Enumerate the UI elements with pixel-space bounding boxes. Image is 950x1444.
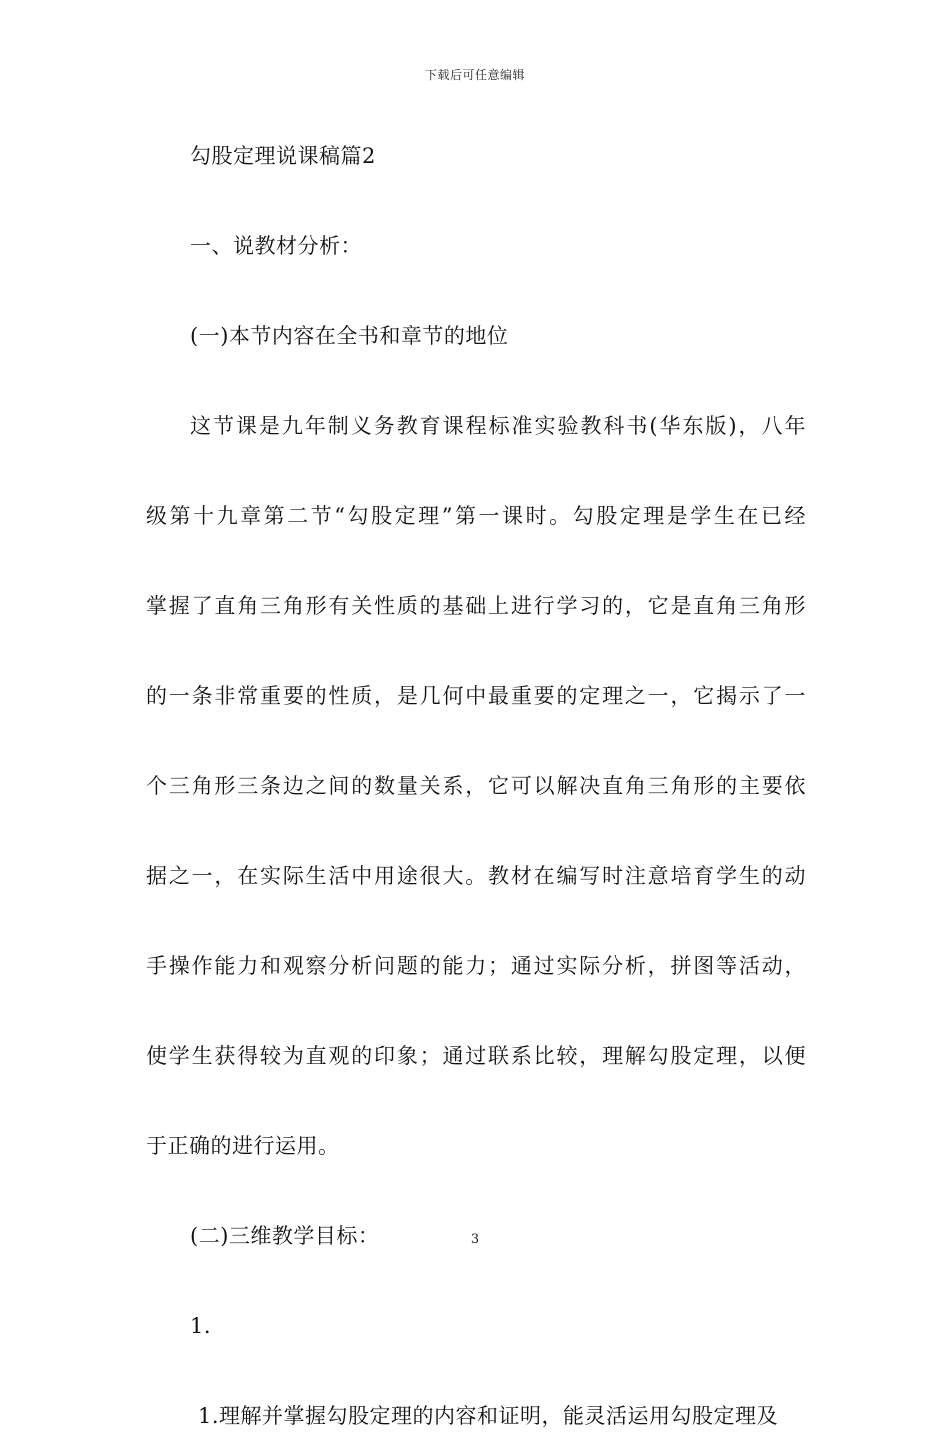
paragraph-line: 于正确的进行运用。: [146, 1134, 340, 1158]
subsection-heading: (二)三维教学目标：: [190, 1224, 380, 1248]
document-title: 勾股定理说课稿篇2: [190, 144, 376, 168]
paragraph-line: 个三角形三条边之间的数量关系，它可以解决直角三角形的主要依: [146, 774, 806, 798]
paragraph-line: 的一条非常重要的性质，是几何中最重要的定理之一，它揭示了一: [146, 684, 806, 708]
paragraph-line: 手操作能力和观察分析问题的能力；通过实际分析，拼图等活动，: [146, 954, 806, 978]
paragraph-line: 掌握了直角三角形有关性质的基础上进行学习的，它是直角三角形: [146, 594, 806, 618]
subsection-heading: (一)本节内容在全书和章节的地位: [190, 324, 509, 348]
list-item-text: 1.理解并掌握勾股定理的内容和证明，能灵活运用勾股定理及: [198, 1404, 779, 1428]
paragraph-line: 这节课是九年制义务教育课程标准实验教科书(华东版)，八年: [190, 414, 806, 438]
section-heading: 一、说教材分析：: [190, 234, 362, 258]
paragraph: [146, 398, 806, 1174]
page-header-note: 下载后可任意编辑: [424, 68, 525, 82]
paragraph-line: 级第十九章第二节“勾股定理”第一课时。勾股定理是学生在已经: [146, 504, 806, 528]
page-number: 3: [470, 1232, 480, 1247]
paragraph-line: 使学生获得较为直观的印象；通过联系比较，理解勾股定理，以便: [146, 1044, 806, 1068]
paragraph-line: 据之一，在实际生活中用途很大。教材在编写时注意培育学生的动: [146, 864, 806, 888]
list-item-number: 1.: [190, 1314, 212, 1338]
